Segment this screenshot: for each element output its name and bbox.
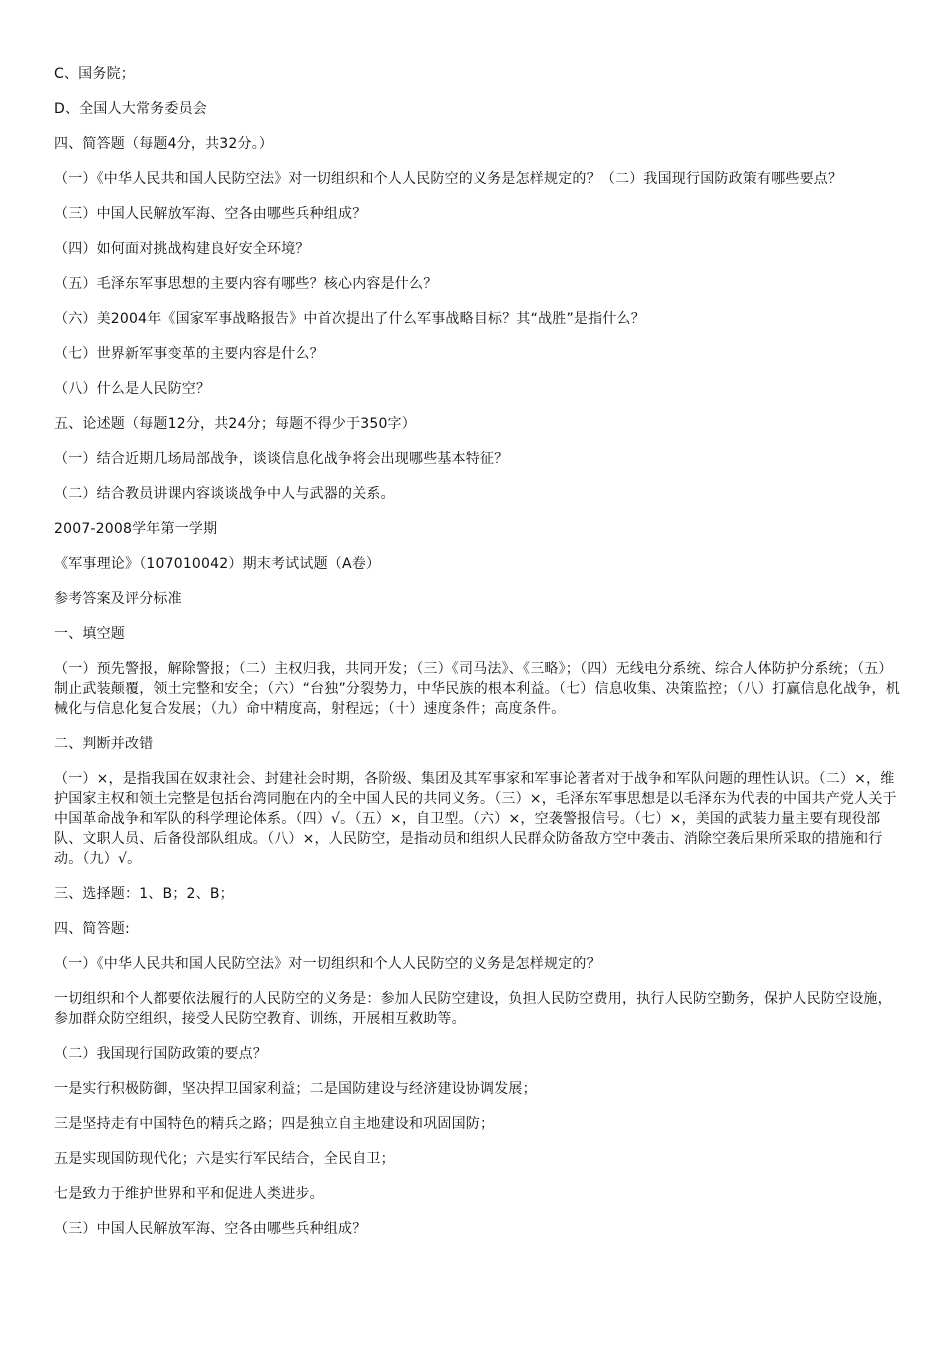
question-7: （七）世界新军事变革的主要内容是什么？ (54, 346, 324, 362)
option-d: D、全国人大常务委员会 (54, 101, 207, 117)
section-heading-essay: 五、论述题（每题12分，共24分；每题不得少于350字） (54, 416, 416, 432)
question-6: （六）美2004年《国家军事战略报告》中首次提出了什么军事战略目标？其“战胜”是指什么？ (54, 311, 645, 327)
question-8: （八）什么是人民防空？ (54, 381, 211, 397)
answer-section-short-answer: 四、简答题: (54, 921, 130, 937)
answer-question-2: （二）我国现行国防政策的要点？ (54, 1046, 267, 1062)
answer-true-false-body: （一）×，是指我国在奴隶社会、封建社会时期，各阶级、集团及其军事家和军事论著者对于战争和军队问题的理性认识。（二）×，维护国家主权和领土完整是包括台湾同胞在内的全中国人民的共同义务。（三）×，毛泽东军事思想是以毛泽东为代表的中国共产党人关于中国革命战争和军队的科学理论体系。（四）√。（五）×，自卫型。（六）×，空袭警报信号。（七）×，美国的武装力量主要有现役部队、文职人员、后备役部队组成。（八）×，人民防空，是指动员和组织人民群众防备敌方空中袭击、消除空袭后果所采取的措施和行动。（九）√。 (54, 771, 897, 867)
answer-2-line-1: 一是实行积极防御，坚决捍卫国家利益；二是国防建设与经济建设协调发展； (54, 1081, 537, 1097)
answer-question-1: （一）《中华人民共和国人民防空法》对一切组织和个人人民防空的义务是怎样规定的？ (54, 956, 601, 972)
answer-2-line-3: 五是实现国防现代化；六是实行军民结合，全民自卫； (54, 1151, 395, 1167)
answer-multiple-choice: 三、选择题：1、B；2、B； (54, 886, 234, 902)
question-3: （三）中国人民解放军海、空各由哪些兵种组成？ (54, 206, 367, 222)
question-4: （四）如何面对挑战构建良好安全环境？ (54, 241, 310, 257)
answer-key-title: 参考答案及评分标准 (54, 591, 182, 607)
question-1-2: （一）《中华人民共和国人民防空法》对一切组织和个人人民防空的义务是怎样规定的？（二）我国现行国防政策有哪些要点？ (54, 171, 843, 187)
question-5: （五）毛泽东军事思想的主要内容有哪些？核心内容是什么？ (54, 276, 438, 292)
section-heading-short-answer: 四、简答题（每题4分，共32分。） (54, 136, 274, 152)
answer-2-line-4: 七是致力于维护世界和平和促进人类进步。 (54, 1186, 324, 1202)
essay-question-1: （一）结合近期几场局部战争，谈谈信息化战争将会出现哪些基本特征？ (54, 451, 509, 467)
answer-fill-blank-body: （一）预先警报，解除警报；（二）主权归我，共同开发；（三）《司马法》、《三略》；（四）无线电分系统、综合人体防护分系统；（五）制止武装颠覆，领土完整和安全；（六）“台独”分裂势力，中华民族的根本利益。（七）信息收集、决策监控；（八）打赢信息化战争，机械化与信息化复合发展；（九）命中精度高，射程远；（十）速度条件；高度条件。 (54, 661, 900, 717)
essay-question-2: （二）结合教员讲课内容谈谈战争中人与武器的关系。 (54, 486, 395, 502)
answer-section-true-false: 二、判断并改错 (54, 736, 154, 752)
answer-2-line-2: 三是坚持走有中国特色的精兵之路；四是独立自主地建设和巩固国防； (54, 1116, 495, 1132)
semester-line: 2007-2008学年第一学期 (54, 521, 218, 537)
exam-title: 《军事理论》（107010042）期末考试试题（A卷） (54, 556, 381, 572)
answer-1-body: 一切组织和个人都要依法履行的人民防空的义务是：参加人民防空建设，负担人民防空费用，执行人民防空勤务，保护人民防空设施，参加群众防空组织，接受人民防空教育、训练，开展相互救助等。 (54, 991, 892, 1027)
document-page (54, 64, 902, 1254)
answer-question-3: （三）中国人民解放军海、空各由哪些兵种组成？ (54, 1221, 367, 1237)
answer-section-fill-blank: 一、填空题 (54, 626, 125, 642)
option-c: C、国务院； (54, 66, 135, 82)
